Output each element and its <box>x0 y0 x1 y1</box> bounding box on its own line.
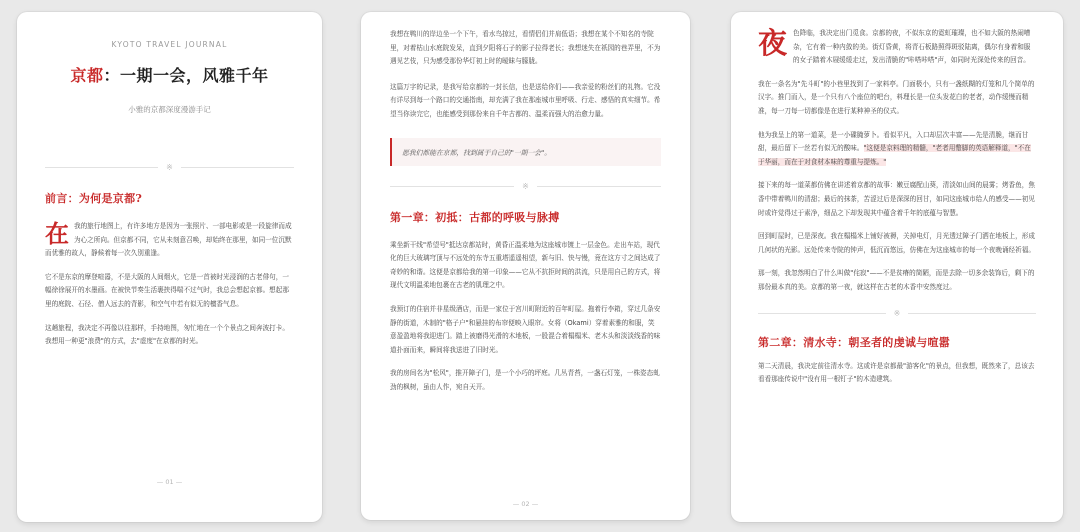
paragraph: 那一刻，我忽然明白了什么叫做"侘寂"——不是贫瘠的简陋，而是去除一切多余装饰后，剩下的那份最本真的美。京都的第一夜，就这样在古老的木香中安然度过。 <box>758 269 1035 291</box>
paragraph: 我想在鸭川的岸边坐一个下午，看水鸟掠过，看情侣们并肩低语；我想在某个不知名的寺院里，对着枯山水庭院发呆，直到夕阳将石子的影子拉得老长；我想迷失在祇园的巷弄里，不为遇见艺伎，只为感受那份华灯初上时的暧昧与朦胧。 <box>390 30 661 66</box>
ornament-glyph: ※ <box>893 308 901 318</box>
page-title-rest: ：一期一会，风雅千年 <box>103 66 269 85</box>
paragraph: 我在一条名为"先斗町"的小巷里找到了一家料亭。门面极小，只有一盏纸糊的灯笼和几个简单的汉字。推门而入，是一个只有八个座位的吧台，料理长是一位头发花白的老者，动作缓慢而精准，每一刀每一切都像是在进行某种神圣的仪式。 <box>758 79 1035 115</box>
paragraph: 我预订的住宿并非星级酒店，而是一家位于宫川町附近的百年町屋。拖着行李箱，穿过几条安静的街道，木制的"格子户"和悬挂的布帘便映入眼帘。女将（Okami）穿着素雅的和服，笑意盈盈地将我迎进门。踏上被磨得光滑的木地板，一股混合着榻榻米、老木头和淡淡线香的味道扑面而来，瞬间将我送进了旧时光。 <box>390 304 661 354</box>
paragraph: 接下来的每一道菜都仿佛在讲述着京都的故事：嫩豆腐配山葵，清淡如山间的晨雾；烤香鱼，焦香中带着鸭川的清甜；最后的抹茶，苦涩过后是深深的回甘，如同这座城市给人的感受——初见时或许觉得过于素净，细品之下却发现其中蕴含着千年的底蕴与智慧。 <box>758 181 1035 217</box>
ornament-glyph: ※ <box>522 181 529 191</box>
page-number: — 02 — <box>512 500 539 508</box>
paragraph: 第二天清晨，我决定前往清水寺。这或许是京都最"游客化"的景点，但我想，既然来了，总该去看看那座传说中"没有用一根钉子"的木造建筑。 <box>758 361 1035 384</box>
paragraph: 我的房间名为"松风"，推开障子门，是一个小巧的坪庭。几丛青苔，一盏石灯笼，一株姿态虬劲的枫树，虽由人作，宛自天开。 <box>390 369 660 391</box>
journal-page-1 <box>17 12 322 522</box>
paragraph: 色降临，我决定出门觅食。京都的夜，不似东京的霓虹璀璨，也不如大阪的热闹嘈杂，它有着一种内敛的美。街灯昏黄，将青石板路照得斑驳陆离，偶尔有身着和服的女子踏着木屐缓缓走过，发出清脆的"咔嗒咔嗒"声，如同时光深处传来的回音。 <box>793 29 1031 65</box>
ornament-divider <box>758 309 1036 318</box>
page-title <box>45 63 294 86</box>
drop-cap: 在 <box>45 219 69 248</box>
section-heading-chapter-2: 第二章：清水寺：朝圣者的虔诚与喧嚣 <box>758 335 951 349</box>
paragraph: 它不是东京的摩登喧嚣，不是大阪的人间烟火，它是一首被时光浸润的古老俳句，一幅徐徐展开的水墨画。在被快节奏生活裹挟得喘不过气时，我总会想起京都。想起那里的庭院、石径、僧人远去的背影，和空气中若有似无的檀香气息。 <box>45 272 289 308</box>
paragraph: 这篇万字的记录，是我写给京都的一封长信，也是送给你们——我亲爱的粉丝们的礼物。它没有详尽到每一个路口的交通指南，却充满了我在那座城市里呼吸、行走、感悟的真实细节。希望当你读完它，也能感受到那份来自千年古都的、温柔而强大的治愈力量。 <box>390 82 661 118</box>
paragraph: 乘坐新干线"希望号"抵达京都站时，黄昏正温柔地为这座城市镀上一层金色。走出车站，现代化的巨大玻璃穹顶与不远处的东寺五重塔遥遥相望，新与旧、快与慢，竟在这方寸之间达成了奇妙的和谐。这便是京都给我的第一印象——它从不抗拒时间的洪流，只是用自己的方式，将现代文明温柔地包裹在古老的肌理之中。 <box>390 240 661 290</box>
ornament-divider <box>390 182 661 191</box>
paragraph: 我的旅行地图上，有许多地方是因为一张照片、一部电影或是一段旋律而成为心之所向。但京都不同，它从未刻意召唤，却始终在那里，如同一位沉默而优雅的故人，静候着每一次久别重逢。 <box>45 222 292 258</box>
ornament-glyph: ※ <box>166 163 173 172</box>
section-heading-preface: 前言：为何是京都? <box>45 192 143 205</box>
section-heading-chapter-1: 第一章：初抵：古都的呼吸与脉搏 <box>390 210 560 224</box>
paragraph <box>758 129 1036 170</box>
drop-cap: 夜 <box>758 26 788 60</box>
ornament-divider <box>45 163 294 172</box>
paragraph: 回到町屋时，已是深夜。我在榻榻米上铺好被褥，关掉电灯，月光透过障子门洒在地板上，形成几何状的光影。远处传来寺院的钟声，低沉而悠远，仿佛在为这座城市的每一个夜晚诵经祈福。 <box>758 232 1035 254</box>
page-number: — 01 — <box>156 478 183 486</box>
journal-page-3 <box>731 12 1063 522</box>
drop-cap-paragraph <box>758 27 1036 68</box>
page-title-highlight: 京都 <box>70 66 104 85</box>
pull-quote: 愿我们都能在京都，找到属于自己的"一期一会"。 <box>390 138 661 166</box>
journal-kicker: KYOTO TRAVEL JOURNAL <box>111 40 228 49</box>
paragraph: 这趟旅程，我决定不再像以往那样，手持地图，匆忙地在一个个景点之间奔波打卡。我想用一种更"浪费"的方式，去"虚度"在京都的时光。 <box>45 323 289 346</box>
journal-page-2 <box>361 12 690 520</box>
highlighted-quote: "这便是京料理的精髓，"老者用蹩脚的英语解释道，"不在于华丽，而在于对食材本味的尊重与提炼。" <box>758 144 1031 166</box>
paragraph-text: 他为我呈上的第一道菜，是一小碟腌萝卜。看似平凡，入口却层次丰富——先是清脆，继而甘甜，最后留下一丝若有似无的酸味。 <box>758 130 1029 153</box>
drop-cap-paragraph <box>45 220 294 261</box>
page-subtitle: 小雅的京都深度漫游手记 <box>128 105 211 114</box>
